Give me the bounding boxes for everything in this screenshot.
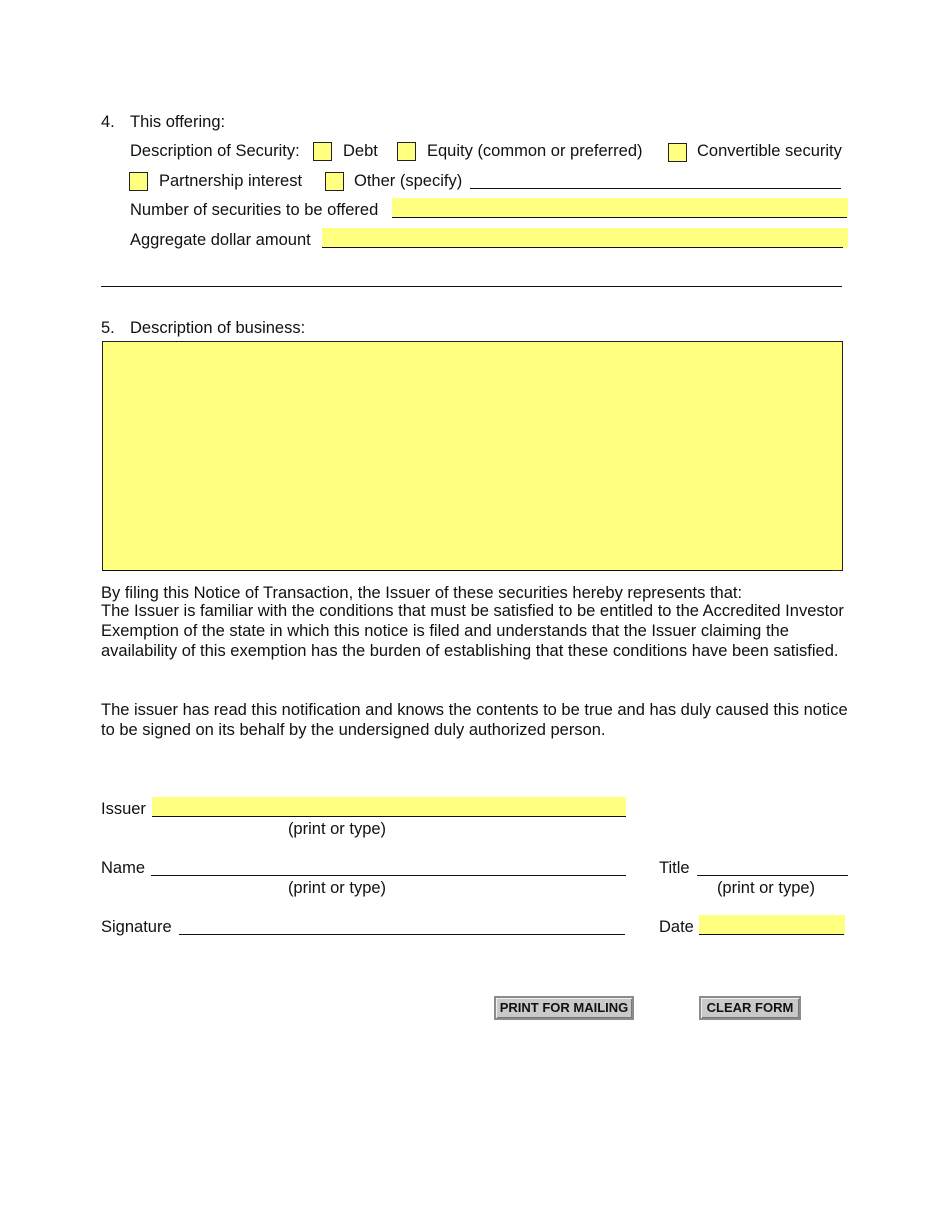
aggregate-amount-field[interactable] <box>322 228 848 248</box>
issuer-field[interactable] <box>152 797 626 817</box>
clear-form-button[interactable]: CLEAR FORM <box>699 996 801 1020</box>
securities-offered-field[interactable] <box>392 198 848 218</box>
business-description-underline <box>102 570 832 571</box>
print-for-mailing-button[interactable]: PRINT FOR MAILING <box>494 996 634 1020</box>
equity-label: Equity (common or preferred) <box>427 142 643 160</box>
date-label: Date <box>659 918 694 936</box>
aggregate-amount-line <box>322 247 843 248</box>
business-description-textarea[interactable] <box>102 341 843 571</box>
debt-checkbox[interactable] <box>313 142 332 161</box>
section-4-heading: This offering: <box>130 113 226 131</box>
date-line <box>699 934 844 935</box>
equity-checkbox[interactable] <box>397 142 416 161</box>
issuer-print-or-type: (print or type) <box>287 820 387 838</box>
signature-label: Signature <box>101 918 172 936</box>
convertible-security-checkbox[interactable] <box>668 143 687 162</box>
aggregate-amount-label: Aggregate dollar amount <box>130 231 311 249</box>
section-5-number: 5. <box>101 319 115 337</box>
description-of-security-label: Description of Security: <box>130 142 300 160</box>
section-4-number: 4. <box>101 113 115 131</box>
title-line[interactable] <box>697 875 848 876</box>
securities-offered-line <box>392 217 847 218</box>
statement-body: The Issuer is familiar with the conditions that must be satisfied to be entitled to the Accredited Investor Exemption of the state in which this notice is filed and understands that the Issuer claiming the availability of this exemption has the burden of establishing that these conditions have been satisfied. <box>101 602 844 660</box>
title-print-or-type: (print or type) <box>716 879 816 897</box>
name-line[interactable] <box>151 875 626 876</box>
signature-line[interactable] <box>179 934 625 935</box>
other-specify-checkbox[interactable] <box>325 172 344 191</box>
issuer-label: Issuer <box>101 800 146 818</box>
section-divider <box>101 286 842 287</box>
partnership-interest-checkbox[interactable] <box>129 172 148 191</box>
section-5-heading: Description of business: <box>130 319 306 337</box>
statement-intro: By filing this Notice of Transaction, the Issuer of these securities hereby represents that: <box>101 584 743 602</box>
date-field[interactable] <box>699 915 845 935</box>
partnership-interest-label: Partnership interest <box>159 172 303 190</box>
securities-offered-label: Number of securities to be offered <box>130 201 379 219</box>
other-specify-label: Other (specify) <box>354 172 463 190</box>
title-label: Title <box>659 859 690 877</box>
name-print-or-type: (print or type) <box>287 879 387 897</box>
statement-closing: The issuer has read this notification and knows the contents to be true and has duly caused this notice to be signed on its behalf by the undersigned duly authorized person. <box>101 701 848 739</box>
issuer-line <box>152 816 626 817</box>
name-label: Name <box>101 859 146 877</box>
other-specify-line[interactable] <box>470 188 841 189</box>
convertible-security-label: Convertible security <box>697 142 842 160</box>
debt-label: Debt <box>343 142 378 160</box>
